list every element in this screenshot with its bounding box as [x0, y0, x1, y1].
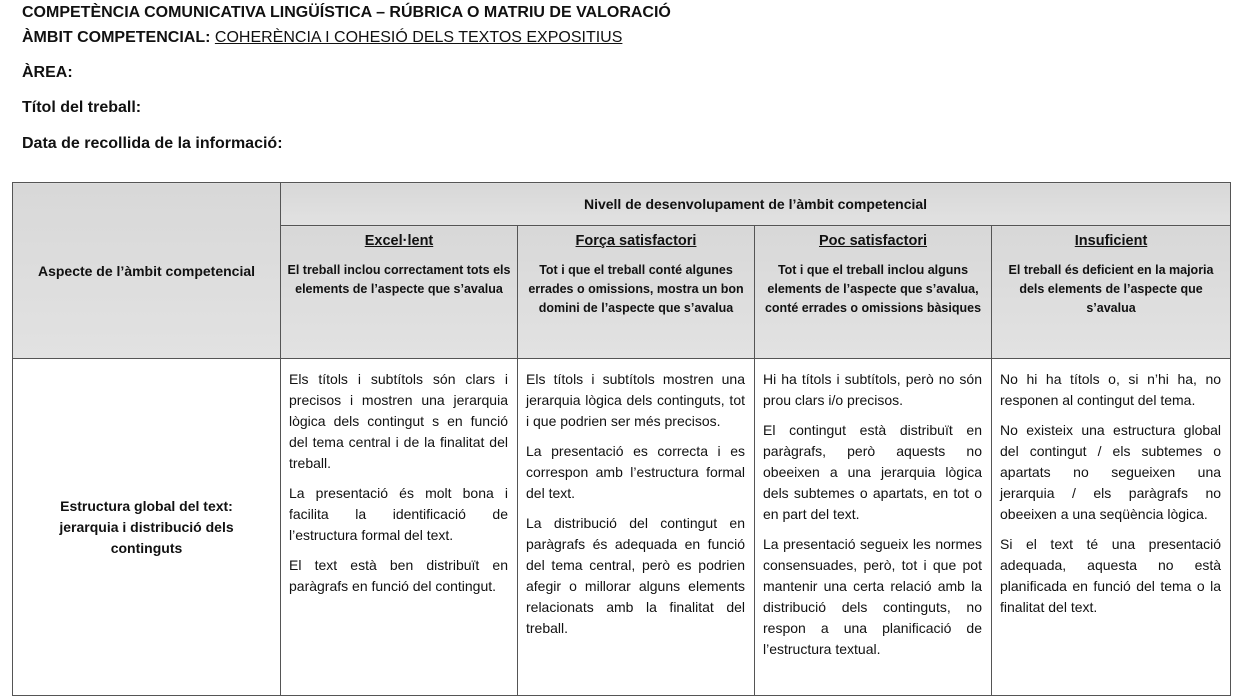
cell-insuficient — [992, 359, 1231, 696]
title-label: Títol del treball: — [22, 99, 142, 116]
area-label: ÀREA: — [22, 64, 73, 81]
level-title: Excel·lent — [364, 233, 434, 249]
date-label: Data de recollida de la informació: — [22, 135, 283, 152]
cell-excellent — [281, 359, 518, 696]
level-excellent — [281, 226, 518, 359]
cell-paragraph: No existeix una estructura global del contingut / els subtemes o apartats no segueixen una jerarquia / els paràgrafs no obeeixen a una seqüència lògica. — [1000, 422, 1222, 522]
level-insuficient — [992, 226, 1231, 359]
cell-paragraph: Els títols i subtítols mostren una jerarquia lògica dels continguts, tot i que podrien ser més precisos. — [526, 371, 745, 429]
aspect-header: Aspecte de l’àmbit competencial — [13, 183, 281, 359]
level-forca-satisfactori — [518, 226, 755, 359]
cell-paragraph: La presentació es correcta i es correspon amb l’estructura formal del text. — [526, 443, 745, 501]
rubric-table — [12, 182, 1231, 696]
cell-paragraph: La presentació segueix les normes consensuades, però, tot i que pot mantenir una certa relació amb la distribució dels continguts, no respon a una planificació de l’estructura textual. — [763, 536, 982, 657]
cell-forca-satisfactori — [518, 359, 755, 696]
cell-paragraph: El contingut està distribuït en paràgrafs, però aquests no obeeixen a una jerarquia lògica dels subtemes o apartats, en tot o en part del text. — [763, 422, 982, 522]
ambit-line — [22, 29, 622, 47]
level-header: Nivell de desenvolupament de l’àmbit competencial — [281, 183, 1231, 226]
cell-paragraph: Els títols i subtítols són clars i precisos i mostren una jerarquia lògica dels contingut s en funció del tema central i de la finalitat del treball. — [289, 371, 508, 471]
level-title: Insuficient — [1074, 233, 1148, 249]
level-poc-satisfactori — [755, 226, 992, 359]
level-desc: El treball és deficient en la majoria dels elements de l’aspecte que s’avalua — [1008, 263, 1214, 315]
cell-paragraph: La presentació és molt bona i facilita la identificació de l’estructura formal del text. — [289, 485, 508, 543]
ambit-value: COHERÈNCIA I COHESIÓ DELS TEXTOS EXPOSITIUS — [214, 29, 623, 46]
cell-paragraph: El text està ben distribuït en paràgrafs en funció del contingut. — [289, 557, 508, 594]
cell-poc-satisfactori — [755, 359, 992, 696]
cell-paragraph: La distribució del contingut en paràgrafs és adequada en funció del tema central, però es podrien afegir o millorar alguns elements relacionats amb la finalitat del treball. — [526, 515, 745, 636]
level-desc: Tot i que el treball conté algunes errades o omissions, mostra un bon domini de l’aspecte que s’avalua — [528, 263, 744, 315]
cell-paragraph: No hi ha títols o, si n’hi ha, no responen al contingut del tema. — [1000, 371, 1222, 408]
aspect-label: Estructura global del text: jerarquia i distribució dels continguts — [13, 359, 281, 696]
level-title: Poc satisfactori — [819, 233, 927, 249]
ambit-label: ÀMBIT COMPETENCIAL: — [22, 29, 211, 46]
level-desc: Tot i que el treball inclou alguns elements de l’aspecte que s’avalua, conté errades o omissions bàsiques — [764, 263, 982, 315]
level-desc: El treball inclou correctament tots els elements de l’aspecte que s’avalua — [287, 263, 511, 296]
level-title: Força satisfactori — [575, 233, 697, 249]
cell-paragraph: Si el text té una presentació adequada, aquesta no està planificada en funció del tema o la finalitat del text. — [1000, 536, 1222, 615]
table-row — [13, 359, 1231, 696]
document-title: COMPETÈNCIA COMUNICATIVA LINGÜÍSTICA – RÚBRICA O MATRIU DE VALORACIÓ — [22, 4, 671, 21]
cell-paragraph: Hi ha títols i subtítols, però no són prou clars i/o precisos. — [763, 371, 982, 408]
